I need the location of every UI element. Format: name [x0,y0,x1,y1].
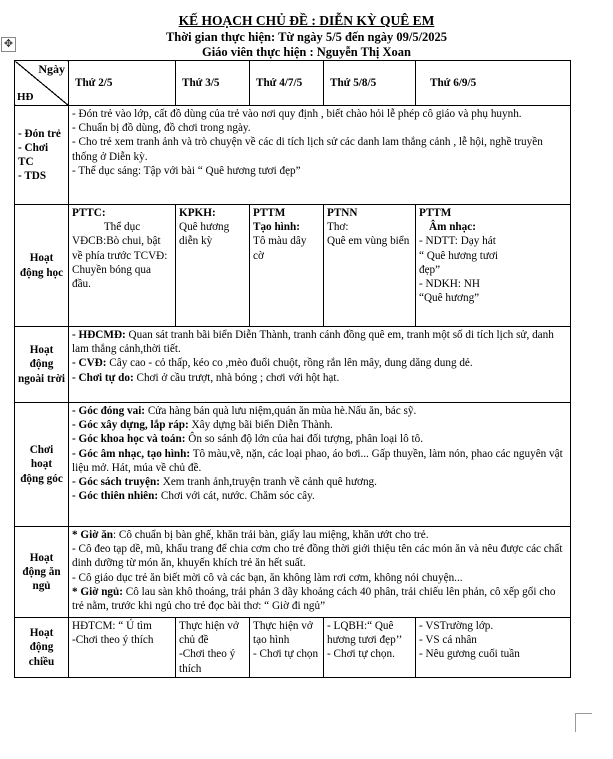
corner-item-text: Chơi với cát, nước. Chăm sóc cây. [158,490,315,503]
plan-table [14,60,571,678]
plan-title: KẾ HOẠCH CHỦ ĐỀ : DIỄN KỲ QUÊ EM [178,13,435,28]
table-header-row [15,61,571,106]
row-label-morning: - Đón trẻ - Chơi TC - TDS [15,106,69,205]
outdoor-item-label: - Chơi tự do: [72,371,134,384]
afternoon-wednesday: Thực hiện vở tạo hình - Chơi tự chọn [250,618,324,678]
day-header: Thứ 4/7/5 [250,61,324,106]
corner-item [72,447,567,475]
corner-item [72,432,567,446]
row-label-learning: Hoạt động học [15,205,69,327]
move-icon[interactable]: ✥ [1,37,16,52]
table-row-morning [15,106,571,205]
corner-item-text: Ôn so sánh độ lớn của hai đối tượng, phân loại lô tô. [185,433,424,446]
subject-body: VĐCB:Bò chui, bật về phía trước TCVĐ: Chuyền bóng qua đầu. [72,235,168,291]
outdoor-item-text: Quan sát tranh bãi biển Diễn Thành, tranh cánh đồng quê em, tranh một số di tích lịch sử, danh lam thắng cảnh,thời tiết. [72,329,554,356]
subject-sub: Thể dục [103,221,141,234]
meals-content [69,527,571,618]
subject-body: - NDKH: NH “Quê hương” [419,278,480,305]
table-row-meals [15,527,571,618]
outdoor-item-label: - CVĐ: [72,357,107,370]
outdoor-item-text: Cây cao - cỏ thấp, kéo co ,mèo đuổi chuột, rồng rắn lên mây, dung dăng dung dẻ. [106,357,473,370]
corner-item [72,404,567,418]
corners-content [69,403,571,527]
corner-item-label: - Góc khoa học và toán: [72,433,186,446]
subject-body: Tô màu dây cờ [253,235,307,262]
table-row-corners [15,403,571,527]
afternoon-thursday: - LQBH:“ Quê hương tươi đẹp’’ - Chơi tự chọn. [324,618,416,678]
table-row-learning [15,205,571,327]
subject-heading: KPKH: [179,207,216,219]
subject-heading: PTTM [253,207,286,219]
afternoon-tuesday: Thực hiện vở chủ đề -Chơi theo ý thích [176,618,250,678]
meals-line [72,585,567,613]
outdoor-item-label: - HĐCMĐ: [72,329,126,341]
afternoon-friday: - VSTrường lớp. - VS cá nhân - Nêu gương cuối tuần [416,618,571,678]
learning-friday [416,205,571,327]
table-corner-cell [15,61,69,106]
meals-item-text: : Cô chuẩn bị bàn ghế, khăn trải bàn, giấy lau miệng, khăn ướt cho trẻ. [113,529,429,541]
subject-sub: Thơ: [327,221,349,234]
outdoor-item-text: Chơi ở cầu trượt, nhà bóng ; chơi với hột hạt. [133,371,340,384]
table-row-afternoon [15,618,571,678]
subject-body: Quê em vùng biển [327,235,410,248]
corner-item-label: - Góc sách truyện: [72,476,160,489]
corner-day-label: Ngày [38,62,65,76]
table-row-outdoor [15,327,571,403]
outdoor-content [69,327,571,403]
subject-sub: Tạo hình: [253,221,300,234]
meals-line: - Cô đeo tạp dề, mũ, khẩu trang để chia cơm cho trẻ đồng thời giới thiệu tên các món ăn và nêu được các chất dinh dưỡng từ món ăn, khuyến khích trẻ ăn hết suất. [72,543,563,570]
row-label-corners: Chơi hoạt động góc [15,403,69,527]
meals-item-label: * Giờ ăn [72,529,114,541]
subject-heading: PTTM [419,207,452,219]
plan-time: Thời gian thực hiện: Từ ngày 5/5 đến ngày 09/5/2025 [165,30,448,44]
corner-item [72,475,567,489]
day-header: Thứ 3/5 [176,61,250,106]
learning-thursday [324,205,416,327]
corner-item [72,489,567,503]
row-label-meals: Hoạt động ăn ngủ [15,527,69,618]
corner-activity-label: HĐ [17,90,34,103]
corner-item-text: Xem tranh ảnh,truyện tranh về cảnh quê hương. [159,476,377,489]
meals-item-text: Cô lau sàn khô thoáng, trải phản 3 dãy khoảng cách 40 phân, trải chiếu lên phản, cô xếp gối cho trẻ nằm, trước khi ngủ cho trẻ đọc bài thơ: “ Giờ đi ngủ” [72,585,556,613]
learning-wednesday [250,205,324,327]
corner-item-label: - Góc đóng vai: [72,405,146,417]
plan-teacher: Giáo viên thực hiện : Nguyễn Thị Xoan [201,45,412,59]
day-header: Thứ 2/5 [69,61,176,106]
day-header: Thứ 6/9/5 [416,61,571,106]
table-end-mark [575,713,592,732]
row-label-afternoon: Hoạt động chiều [15,618,69,678]
corner-item-label: - Góc âm nhạc, tạo hình: [72,447,191,460]
morning-line: - Chuẩn bị đồ dùng, đồ chơi trong ngày. [72,122,251,135]
outdoor-line [72,356,567,370]
corner-item-text: Tô màu,vẽ, nặn, các loại phao, áo bơi... Gấp thuyền, làm nón, phao các nguyên vật liệu mở. Hát, múa về chủ đề. [72,447,563,474]
meals-line: - Cô giáo dục trẻ ăn biết mời cô và các bạn, ăn không làm rơi cơm, không nói chuyện... [72,571,463,584]
corner-item-text: Cửa hàng bán quà lưu niệm,quán ăn mùa hè.Nấu ăn, bác sỹ. [145,405,417,417]
subject-body: Quê hương diễn kỳ [179,221,230,248]
corner-item [72,418,567,432]
day-header: Thứ 5/8/5 [324,61,416,106]
meals-line [72,528,567,542]
row-label-outdoor: Hoạt động ngoài trời [15,327,69,403]
corner-item-label: - Góc xây dựng, lắp ráp: [72,419,189,432]
subject-sub: Âm nhạc: [429,221,476,234]
subject-heading: PTTC: [72,207,106,219]
morning-line: - Đón trẻ vào lớp, cất đồ dùng của trẻ vào nơi quy định , biết chào hỏi lễ phép cô giáo và phụ huynh. [72,108,522,120]
subject-heading: PTNN [327,207,358,219]
corner-item-label: - Góc thiên nhiên: [72,490,159,503]
morning-line: - Cho trẻ xem tranh ảnh và trò chuyện về các di tích lịch sử các danh lam thắng cảnh , lễ hội, nghề truyền thống ở Diễn kỳ. [72,136,543,163]
outdoor-line [72,371,567,385]
learning-monday [69,205,176,327]
outdoor-line [72,328,567,356]
corner-item-text: Xây dựng bãi biển Diễn Thành. [188,419,333,432]
morning-content [69,106,571,205]
subject-body: - NDTT: Dạy hát “ Quê hương tươi đẹp” [419,235,498,276]
afternoon-monday: HĐTCM: “ Ú tìm -Chơi theo ý thích [69,618,176,678]
learning-tuesday [176,205,250,327]
meals-item-label: * Giờ ngủ: [72,585,123,598]
morning-line: - Thể dục sáng: Tập với bài “ Quê hương tươi đẹp” [72,164,301,177]
